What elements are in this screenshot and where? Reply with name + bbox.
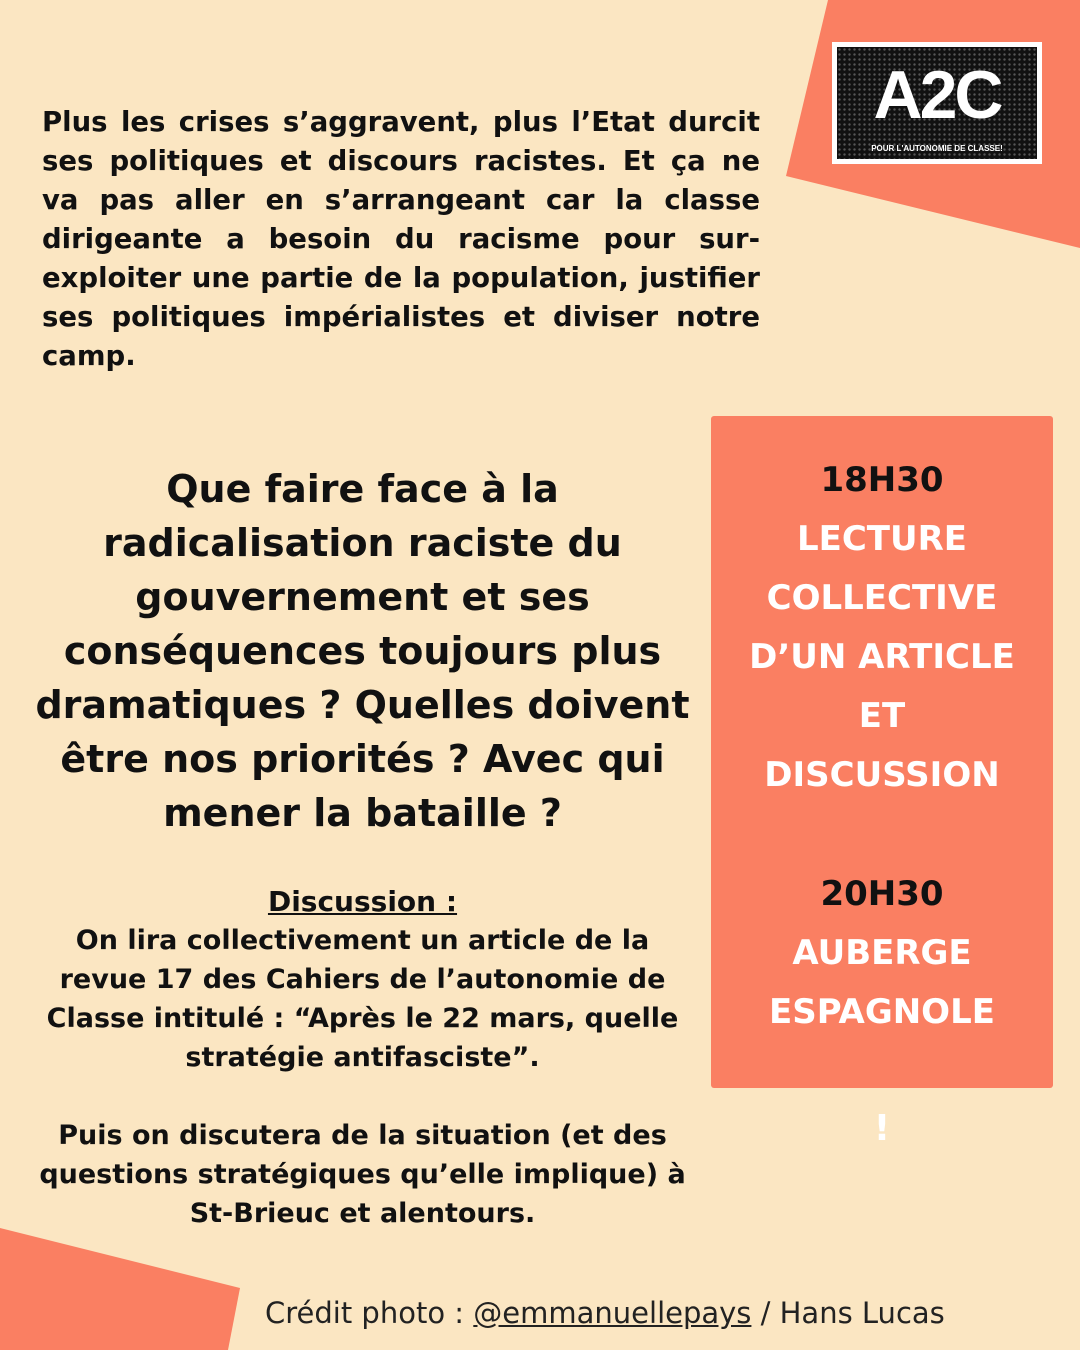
photo-credit <box>265 1296 945 1330</box>
credit-suffix: / Hans Lucas <box>751 1296 945 1330</box>
discussion-title: Discussion : <box>267 885 458 918</box>
logo-tagline: POUR L'AUTONOMIE DE CLASSE! <box>871 144 1003 153</box>
activity-2: AUBERGE ESPAGNOLE <box>769 933 995 1032</box>
discussion-section <box>30 882 695 1233</box>
exclamation-mark: ! <box>873 1108 891 1149</box>
discussion-followup: Puis on discutera de la situation (et des questions stratégiques qu’elle implique) à St-Brieuc et alentours. <box>39 1120 686 1229</box>
credit-prefix: Crédit photo : <box>265 1296 474 1330</box>
bottom-left-shape <box>0 1228 240 1350</box>
time-2: 20H30 <box>820 874 944 914</box>
schedule-box <box>711 416 1053 1088</box>
logo-mark: A2C <box>873 57 1001 133</box>
logo-background <box>837 47 1037 159</box>
intro-paragraph: Plus les crises s’aggravent, plus l’Etat durcit ses politiques et discours racistes. Et ça ne va pas aller en s’arrangeant car la classe dirigeante a besoin du racisme pour sur-exploiter une partie de la population, justifier ses politiques impérialistes et diviser notre camp. <box>42 106 760 372</box>
a2c-logo <box>832 42 1042 164</box>
time-1: 18H30 <box>820 460 944 500</box>
activity-1: LECTURE COLLECTIVE D’UN ARTICLE ET DISCUSSION <box>749 519 1015 795</box>
discussion-text: On lira collectivement un article de la revue 17 des Cahiers de l’autonomie de Classe intitulé : “Après le 22 mars, quelle stratégie antifasciste”. <box>46 925 679 1073</box>
credit-handle-link[interactable]: @emmanuellepays <box>473 1296 752 1330</box>
main-question: Que faire face à la radicalisation raciste du gouvernement et ses conséquences toujours plus dramatiques ? Quelles doivent être nos priorités ? Avec qui mener la bataille ? <box>35 467 690 835</box>
